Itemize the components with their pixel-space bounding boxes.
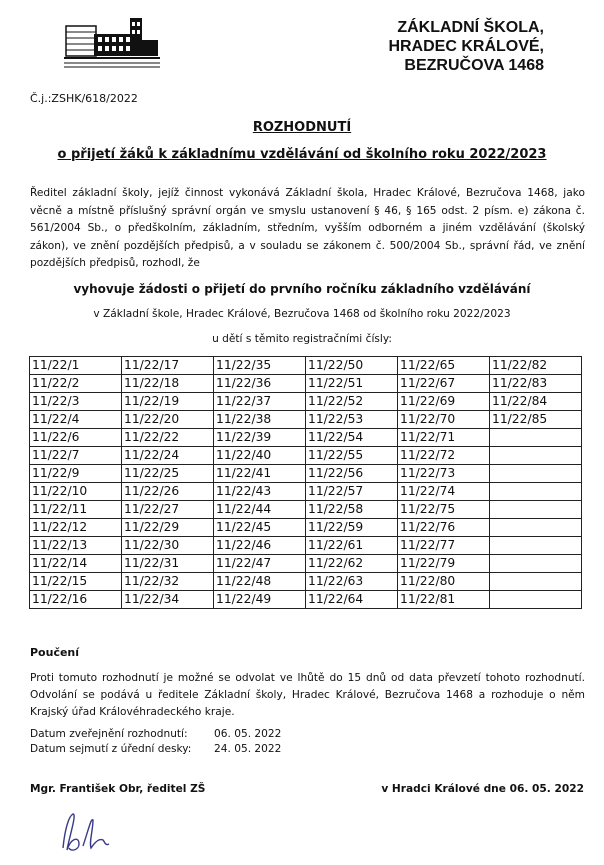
table-row xyxy=(30,519,582,537)
registration-cell: 11/22/58 xyxy=(306,501,398,519)
registration-cell xyxy=(490,447,582,465)
registration-cell: 11/22/35 xyxy=(214,357,306,375)
registration-cell: 11/22/13 xyxy=(30,537,122,555)
registration-cell: 11/22/61 xyxy=(306,537,398,555)
registration-cell: 11/22/55 xyxy=(306,447,398,465)
registration-cell: 11/22/4 xyxy=(30,411,122,429)
registration-cell: 11/22/50 xyxy=(306,357,398,375)
school-name-line1: ZÁKLADNÍ ŠKOLA, xyxy=(397,19,544,36)
registration-cell: 11/22/64 xyxy=(306,591,398,609)
reference-number: Č.j.:ZSHK/618/2022 xyxy=(30,92,138,105)
removed-date: 24. 05. 2022 xyxy=(214,743,282,755)
registration-cell: 11/22/39 xyxy=(214,429,306,447)
registration-cell: 11/22/10 xyxy=(30,483,122,501)
registration-cell: 11/22/71 xyxy=(398,429,490,447)
document-title: ROZHODNUTÍ xyxy=(252,120,352,135)
registration-cell: 11/22/37 xyxy=(214,393,306,411)
registration-cell: 11/22/9 xyxy=(30,465,122,483)
registration-cell: 11/22/12 xyxy=(30,519,122,537)
table-row xyxy=(30,447,582,465)
registration-cell: 11/22/34 xyxy=(122,591,214,609)
registration-cell xyxy=(490,501,582,519)
registration-cell: 11/22/81 xyxy=(398,591,490,609)
table-row xyxy=(30,573,582,591)
registration-cell: 11/22/30 xyxy=(122,537,214,555)
registration-cell: 11/22/24 xyxy=(122,447,214,465)
registration-cell: 11/22/36 xyxy=(214,375,306,393)
signer-name: Mgr. František Obr, ředitel ZŠ xyxy=(30,783,206,795)
registration-cell xyxy=(490,573,582,591)
instruction-text: Proti tomuto rozhodnutí je možné se odvolat ve lhůtě do 15 dnů od data převzetí tohoto rozhodnutí. Odvolání se podává u ředitele Základní školy, Hradec Králové, Bezručova 1468 a rozhoduje o něm Krajský úřad Královéhradeckého kraje. xyxy=(30,672,585,718)
registration-cell: 11/22/62 xyxy=(306,555,398,573)
registration-cell xyxy=(490,555,582,573)
table-row xyxy=(30,501,582,519)
removed-label: Datum sejmutí z úřední desky: xyxy=(30,743,192,755)
registration-cell: 11/22/15 xyxy=(30,573,122,591)
registration-cell: 11/22/31 xyxy=(122,555,214,573)
registration-cell: 11/22/48 xyxy=(214,573,306,591)
registration-cell xyxy=(490,519,582,537)
instruction-title: Poučení xyxy=(30,646,80,659)
registration-cell: 11/22/19 xyxy=(122,393,214,411)
registration-cell: 11/22/47 xyxy=(214,555,306,573)
registration-cell: 11/22/7 xyxy=(30,447,122,465)
registration-cell: 11/22/54 xyxy=(306,429,398,447)
registration-cell: 11/22/41 xyxy=(214,465,306,483)
registration-cell: 11/22/67 xyxy=(398,375,490,393)
registration-cell: 11/22/2 xyxy=(30,375,122,393)
registration-cell: 11/22/52 xyxy=(306,393,398,411)
published-date: 06. 05. 2022 xyxy=(214,728,282,740)
registration-cell: 11/22/69 xyxy=(398,393,490,411)
intro-paragraph: Ředitel základní školy, jejíž činnost vykonává Základní škola, Hradec Králové, Bezručova 1468, jako věcně a místně příslušný správní orgán ve smyslu ustanovení § 46, § 165 odst. 2 písm. e) zákona č. 561/2004 Sb., o předškolním, základním, středním, vyšším odborném a jiném vzdělávání (školský zákon), ve znění pozdějších předpisů, a v souladu se zákonem č. 500/2004 Sb., správní řád, ve znění pozdějších předpisů, rozhodl, že xyxy=(30,187,585,269)
registration-table xyxy=(29,356,582,609)
registration-cell xyxy=(490,483,582,501)
registration-cell: 11/22/18 xyxy=(122,375,214,393)
registration-cell: 11/22/20 xyxy=(122,411,214,429)
registration-cell: 11/22/49 xyxy=(214,591,306,609)
registration-cell: 11/22/43 xyxy=(214,483,306,501)
registration-cell: 11/22/51 xyxy=(306,375,398,393)
registration-cell: 11/22/77 xyxy=(398,537,490,555)
registration-cell: 11/22/73 xyxy=(398,465,490,483)
table-row xyxy=(30,555,582,573)
place-date: v Hradci Králové dne 06. 05. 2022 xyxy=(381,783,584,795)
registration-cell: 11/22/59 xyxy=(306,519,398,537)
registration-cell: 11/22/22 xyxy=(122,429,214,447)
registration-cell: 11/22/76 xyxy=(398,519,490,537)
table-row xyxy=(30,375,582,393)
registration-cell: 11/22/83 xyxy=(490,375,582,393)
registration-cell: 11/22/14 xyxy=(30,555,122,573)
registration-cell: 11/22/25 xyxy=(122,465,214,483)
table-row xyxy=(30,483,582,501)
registration-cell: 11/22/11 xyxy=(30,501,122,519)
registration-cell: 11/22/3 xyxy=(30,393,122,411)
document-subtitle: o přijetí žáků k základnímu vzdělávání od školního roku 2022/2023 xyxy=(57,147,547,162)
table-row xyxy=(30,591,582,609)
registration-cell: 11/22/82 xyxy=(490,357,582,375)
table-row xyxy=(30,357,582,375)
registration-cell: 11/22/70 xyxy=(398,411,490,429)
children-intro: u dětí s těmito registračními čísly: xyxy=(212,333,392,345)
registration-cell: 11/22/38 xyxy=(214,411,306,429)
registration-cell: 11/22/1 xyxy=(30,357,122,375)
registration-cell: 11/22/26 xyxy=(122,483,214,501)
registration-cell: 11/22/16 xyxy=(30,591,122,609)
registration-cell xyxy=(490,591,582,609)
registration-cell xyxy=(490,429,582,447)
registration-cell: 11/22/56 xyxy=(306,465,398,483)
registration-cell: 11/22/29 xyxy=(122,519,214,537)
registration-cell: 11/22/79 xyxy=(398,555,490,573)
registration-cell: 11/22/74 xyxy=(398,483,490,501)
school-year-line: v Základní škole, Hradec Králové, Bezručova 1468 od školního roku 2022/2023 xyxy=(93,308,511,320)
registration-cell: 11/22/72 xyxy=(398,447,490,465)
registration-cell: 11/22/84 xyxy=(490,393,582,411)
school-logo xyxy=(64,14,160,74)
registration-cell: 11/22/53 xyxy=(306,411,398,429)
decision-statement: vyhovuje žádosti o přijetí do prvního ročníku základního vzdělávání xyxy=(73,282,531,296)
registration-cell: 11/22/44 xyxy=(214,501,306,519)
table-row xyxy=(30,465,582,483)
registration-cell: 11/22/45 xyxy=(214,519,306,537)
registration-cell: 11/22/6 xyxy=(30,429,122,447)
school-name-line3: BEZRUČOVA 1468 xyxy=(404,57,544,74)
registration-cell: 11/22/46 xyxy=(214,537,306,555)
registration-cell: 11/22/80 xyxy=(398,573,490,591)
registration-cell: 11/22/27 xyxy=(122,501,214,519)
registration-cell: 11/22/75 xyxy=(398,501,490,519)
registration-cell xyxy=(490,465,582,483)
school-name-line2: HRADEC KRÁLOVÉ, xyxy=(388,38,544,55)
signature xyxy=(55,808,125,858)
registration-cell: 11/22/17 xyxy=(122,357,214,375)
table-row xyxy=(30,537,582,555)
published-label: Datum zveřejnění rozhodnutí: xyxy=(30,728,188,740)
registration-cell: 11/22/57 xyxy=(306,483,398,501)
registration-cell: 11/22/40 xyxy=(214,447,306,465)
table-row xyxy=(30,411,582,429)
table-row xyxy=(30,393,582,411)
table-row xyxy=(30,429,582,447)
registration-cell: 11/22/65 xyxy=(398,357,490,375)
registration-cell: 11/22/63 xyxy=(306,573,398,591)
registration-cell: 11/22/85 xyxy=(490,411,582,429)
registration-cell: 11/22/32 xyxy=(122,573,214,591)
registration-cell xyxy=(490,537,582,555)
